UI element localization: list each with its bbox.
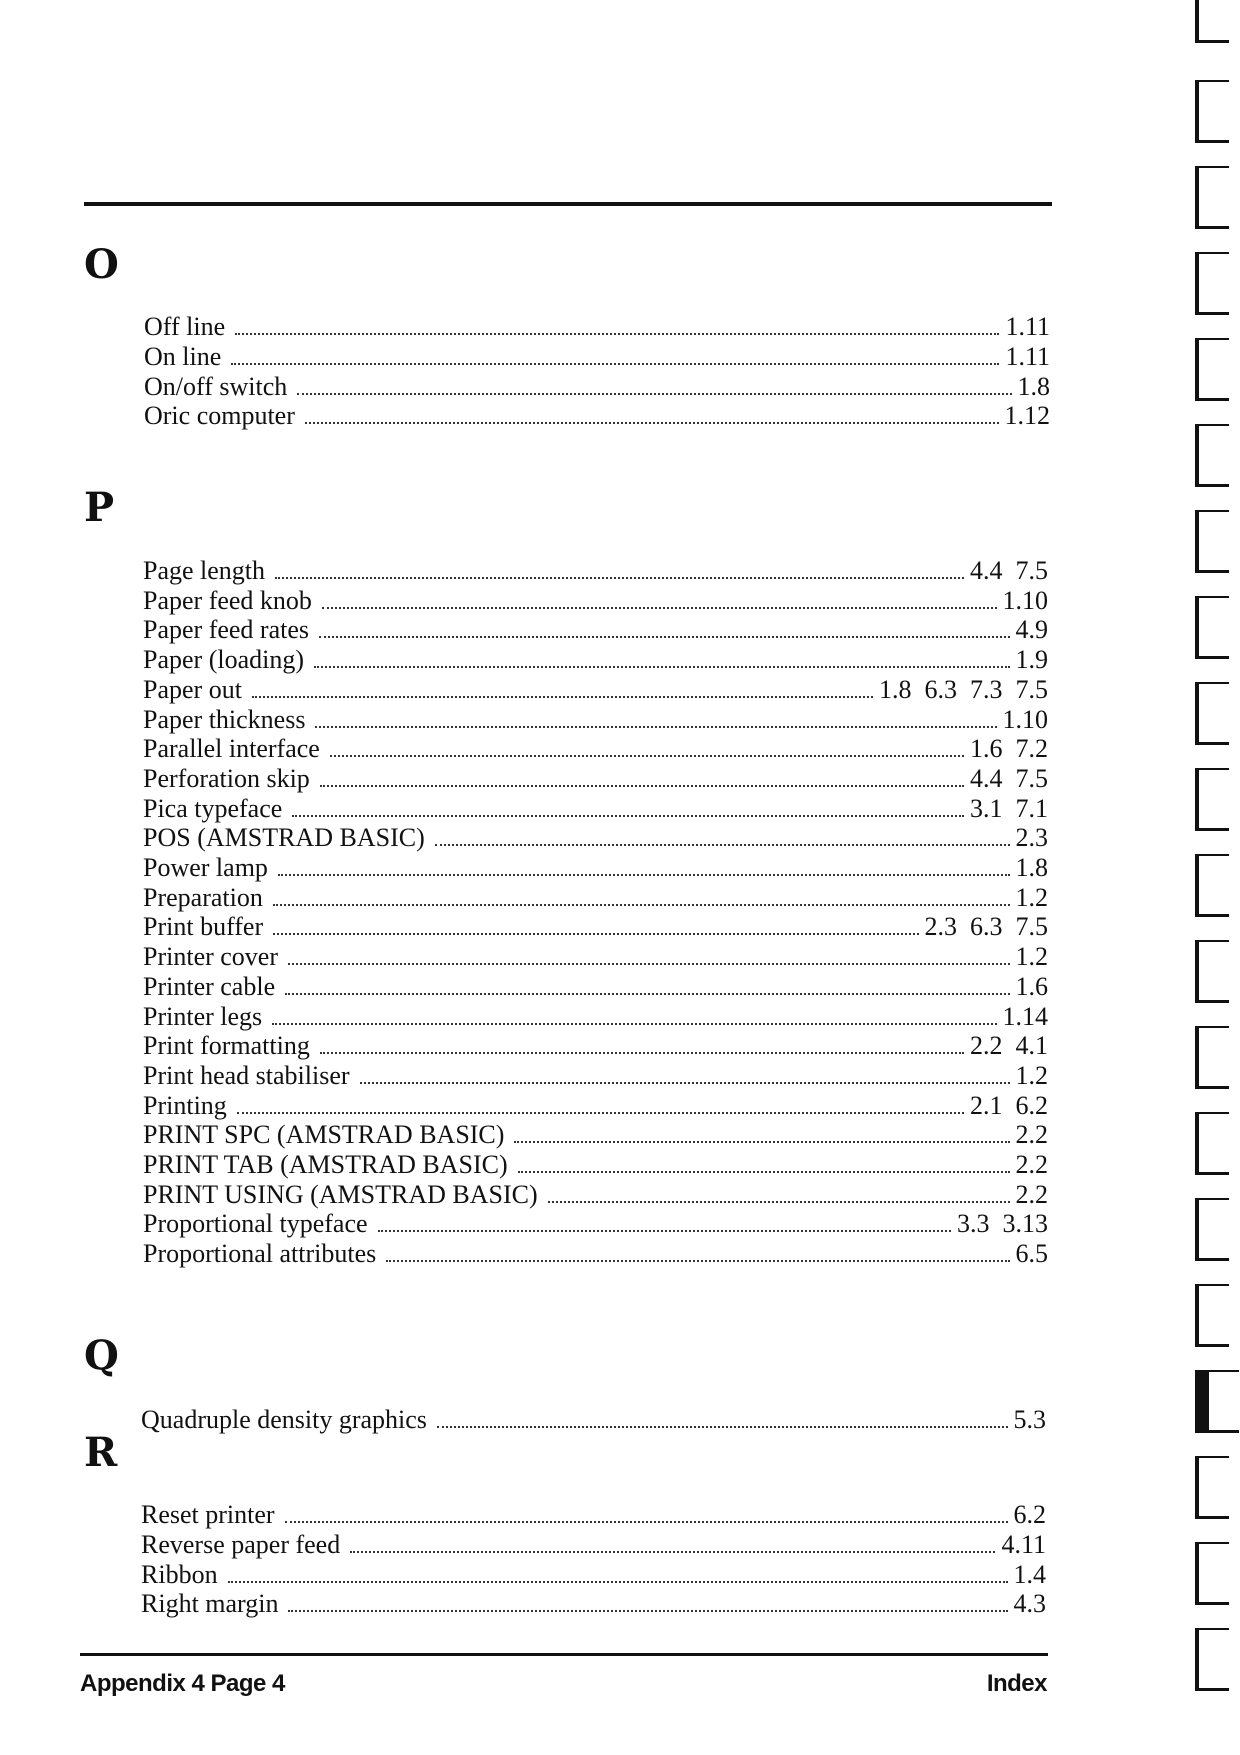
dot-leader (273, 933, 918, 935)
index-page-refs: 6.2 (1013, 1500, 1046, 1529)
dot-leader (437, 1426, 1008, 1428)
index-page-refs: 2.3 6.3 7.5 (924, 912, 1048, 942)
index-entry (143, 823, 1048, 853)
index-term: Preparation (143, 882, 263, 912)
dot-leader (285, 993, 1009, 995)
binder-ring-tab (1195, 596, 1229, 659)
binder-ring-tab (1195, 1456, 1229, 1519)
index-term: Power lamp (143, 853, 268, 882)
index-page-refs: 2.2 (1015, 1150, 1048, 1179)
index-term: Printing (143, 1090, 227, 1120)
index-term: PRINT TAB (AMSTRAD BASIC) (143, 1150, 508, 1179)
index-entry (141, 1500, 1046, 1530)
dot-leader (272, 1023, 996, 1025)
index-page-refs: 1.6 (1015, 971, 1048, 1001)
index-page-refs: 6.5 (1015, 1239, 1048, 1269)
dot-leader (330, 755, 964, 757)
index-entry (143, 1002, 1048, 1032)
index-entry (143, 645, 1048, 675)
index-term: Paper thickness (143, 704, 306, 734)
footer-section-label: Index (986, 1670, 1047, 1697)
index-term: Ribbon (141, 1559, 218, 1589)
index-page-refs: 5.3 (1013, 1405, 1046, 1434)
dot-leader (285, 1521, 1008, 1523)
index-entry (143, 705, 1048, 735)
index-entry (143, 794, 1048, 824)
index-term: Off line (144, 312, 226, 341)
index-term: Printer legs (143, 1001, 263, 1031)
binder-ring-tab (1195, 940, 1229, 1003)
index-page-refs: 1.2 (1015, 942, 1048, 972)
index-term: Print buffer (143, 912, 264, 942)
index-page-refs: 2.2 (1015, 1120, 1048, 1150)
index-term: PRINT USING (AMSTRAD BASIC) (143, 1179, 538, 1209)
binder-ring-tab (1195, 1284, 1229, 1347)
index-entry (143, 1120, 1048, 1150)
index-entry (141, 1530, 1046, 1560)
dot-leader (275, 577, 964, 579)
index-entry (144, 372, 1050, 402)
index-entry (144, 401, 1050, 431)
index-page-refs: 2.2 (1015, 1179, 1048, 1209)
dot-leader (319, 636, 1009, 638)
section-letter-q: Q (84, 1332, 119, 1379)
index-term: POS (AMSTRAD BASIC) (143, 823, 425, 853)
index-entry (143, 615, 1048, 645)
index-page-refs: 2.3 (1015, 823, 1048, 853)
index-term: Proportional typeface (143, 1209, 368, 1239)
binder-ring-tab (1195, 854, 1229, 917)
index-page-refs: 2.2 4.1 (970, 1031, 1048, 1061)
dot-leader (435, 844, 1010, 846)
index-entry (143, 1150, 1048, 1180)
index-term: Print head stabiliser (143, 1060, 350, 1090)
dot-leader (322, 607, 997, 609)
index-page-refs: 1.8 6.3 7.3 7.5 (879, 674, 1048, 704)
dot-leader (235, 333, 999, 335)
index-term: Reverse paper feed (141, 1529, 341, 1559)
binder-ring-tab (1195, 424, 1229, 487)
index-term: Oric computer (144, 401, 295, 431)
dot-leader (237, 1112, 964, 1114)
index-term: Printer cover (143, 942, 279, 972)
index-entry (143, 942, 1048, 972)
dot-leader (386, 1260, 1009, 1262)
binder-ring-tab (1195, 682, 1229, 745)
section-letter-o: O (84, 241, 119, 288)
dot-leader (288, 1610, 1007, 1612)
footer-page-label: Appendix 4 Page 4 (80, 1670, 285, 1697)
binder-ring-tab (1195, 510, 1229, 573)
index-term: Parallel interface (143, 734, 320, 764)
dot-leader (231, 363, 999, 365)
index-term: Right margin (141, 1589, 279, 1619)
index-page-refs: 4.4 7.5 (970, 763, 1048, 793)
index-entry (143, 556, 1048, 586)
index-term: Quadruple density graphics (141, 1405, 427, 1434)
dot-leader (278, 874, 1010, 876)
dot-leader (320, 785, 964, 787)
index-page-refs: 1.11 (1005, 341, 1050, 371)
bottom-rule (80, 1653, 1048, 1656)
binder-ring-tab (1195, 1112, 1229, 1175)
index-term: Paper (loading) (143, 645, 305, 675)
binder-ring-tab (1195, 338, 1229, 401)
binder-ring-tab (1195, 0, 1229, 43)
binder-ring-tab (1195, 252, 1229, 315)
index-entry (143, 1209, 1048, 1239)
binder-ring-tab (1195, 1542, 1229, 1605)
index-entry (143, 1180, 1048, 1210)
index-page-refs: 4.4 7.5 (970, 556, 1048, 585)
dot-leader (514, 1141, 1009, 1143)
dot-leader (273, 904, 1010, 906)
dot-leader (548, 1201, 1010, 1203)
index-term: Reset printer (141, 1500, 275, 1529)
index-page-refs: 1.8 (1017, 371, 1050, 401)
index-term: Printer cable (143, 971, 276, 1001)
index-term: Paper feed knob (143, 585, 312, 615)
binder-ring-tab (1195, 1370, 1239, 1433)
dot-leader (228, 1581, 1008, 1583)
dot-leader (314, 666, 1009, 668)
index-page-refs: 3.1 7.1 (970, 793, 1048, 823)
index-page-refs: 1.2 (1015, 882, 1048, 912)
index-term: On/off switch (144, 371, 288, 401)
dot-leader (518, 1171, 1010, 1173)
binder-ring-tab (1195, 80, 1229, 143)
index-page-refs: 2.1 6.2 (970, 1090, 1048, 1120)
index-page-refs: 1.12 (1004, 401, 1050, 431)
section-letter-p: P (84, 484, 115, 531)
index-entry (143, 586, 1048, 616)
dot-leader (288, 963, 1009, 965)
index-entry (143, 764, 1048, 794)
index-term: Page length (143, 556, 266, 585)
index-page-refs: 1.11 (1005, 312, 1050, 341)
index-entry (143, 675, 1048, 705)
section-letter-r: R (84, 1429, 118, 1476)
index-term: Print formatting (143, 1031, 310, 1061)
index-entry (143, 1091, 1048, 1121)
index-term: Proportional attributes (143, 1239, 377, 1269)
binder-ring-tab (1195, 166, 1229, 229)
index-term: Paper feed rates (143, 615, 310, 645)
dot-leader (292, 815, 964, 817)
index-entry (143, 853, 1048, 883)
index-page-refs: 1.6 7.2 (970, 734, 1048, 764)
binder-ring-tab (1195, 1198, 1229, 1261)
top-rule (84, 202, 1052, 206)
index-entry (143, 1239, 1048, 1269)
index-entry (141, 1560, 1046, 1590)
dot-leader (378, 1230, 951, 1232)
index-page-refs: 3.3 3.13 (957, 1209, 1048, 1239)
index-page-refs: 1.8 (1015, 853, 1048, 882)
index-page-refs: 1.14 (1002, 1001, 1048, 1031)
index-entry (141, 1589, 1046, 1619)
index-term: Perforation skip (143, 763, 310, 793)
index-entry (144, 342, 1050, 372)
index-page-refs: 1.9 (1015, 645, 1048, 675)
index-entry (143, 1061, 1048, 1091)
index-entry (141, 1405, 1046, 1435)
index-page-refs: 1.10 (1002, 585, 1048, 615)
index-entry (144, 312, 1050, 342)
index-page-refs: 4.9 (1015, 615, 1048, 645)
index-entry (143, 883, 1048, 913)
dot-leader (297, 393, 1011, 395)
index-page-refs: 4.3 (1013, 1589, 1046, 1619)
index-term: Pica typeface (143, 793, 283, 823)
dot-leader (252, 696, 873, 698)
index-page-refs: 1.2 (1015, 1060, 1048, 1090)
binder-ring-tab (1195, 1628, 1229, 1691)
index-term: Paper out (143, 674, 242, 704)
index-entry (143, 972, 1048, 1002)
dot-leader (315, 726, 996, 728)
dot-leader (350, 1551, 995, 1553)
index-page-refs: 1.10 (1002, 704, 1048, 734)
index-page-refs: 1.4 (1013, 1559, 1046, 1589)
binder-ring-tab (1195, 768, 1229, 831)
dot-leader (360, 1082, 1010, 1084)
index-entry (143, 912, 1048, 942)
index-entry (143, 1031, 1048, 1061)
dot-leader (320, 1052, 964, 1054)
index-term: PRINT SPC (AMSTRAD BASIC) (143, 1120, 505, 1150)
dot-leader (305, 422, 999, 424)
binder-ring-tab (1195, 1026, 1229, 1089)
index-term: On line (144, 341, 222, 371)
index-page-refs: 4.11 (1001, 1529, 1046, 1559)
index-entry (143, 734, 1048, 764)
